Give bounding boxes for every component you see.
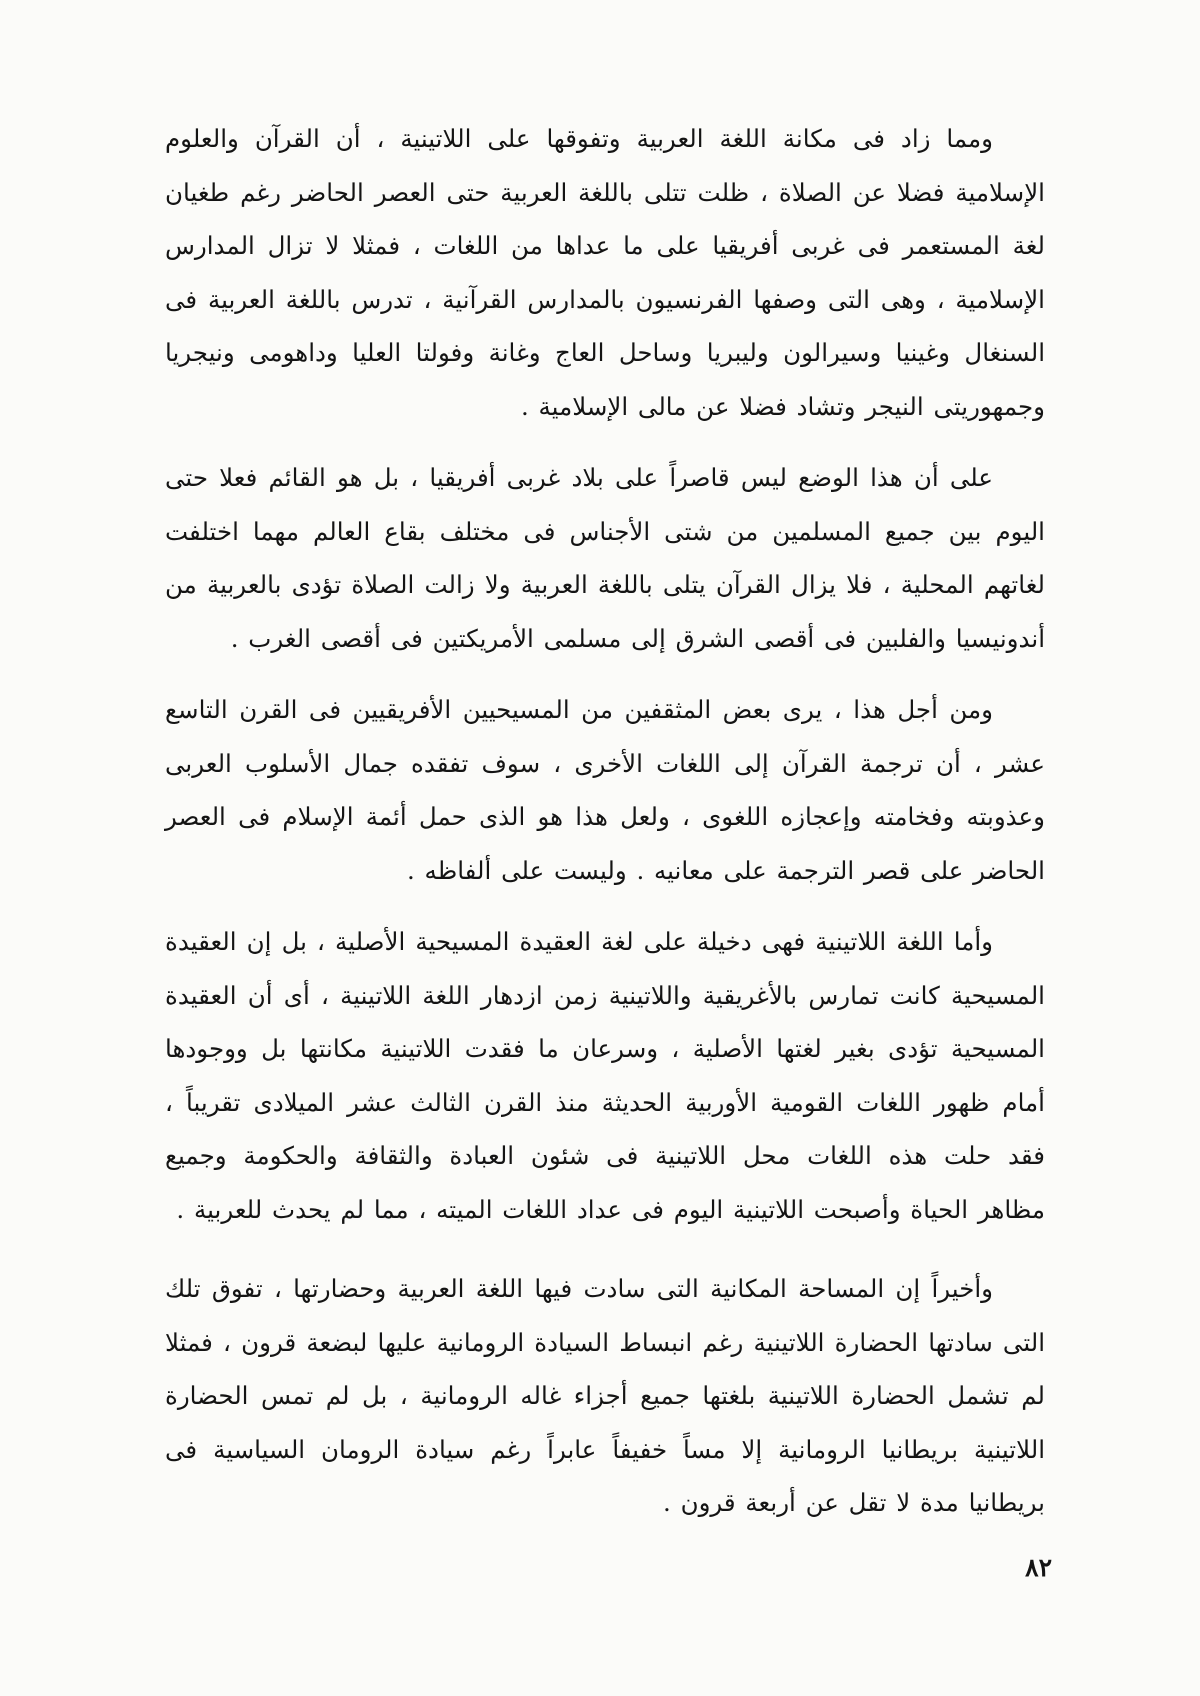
paragraph-1: ومما زاد فى مكانة اللغة العربية وتفوقها على اللاتينية ، أن القرآن والعلوم الإسلامية فضلا عن الصلاة ، ظلت تتلى باللغة العربية حتى العصر الحاضر رغم طغيان لغة المستعمر فى غربى أفريقيا على ما عداها من اللغات ، فمثلا لا تزال المدارس الإسلامية ، وهى التى وصفها الفرنسيون بالمدارس القرآنية ، تدرس باللغة العربية فى السنغال وغينيا وسيرالون وليبريا وساحل العاج وغانة وفولتا العليا وداهومى ونيجريا وجمهوريتى النيجر وتشاد فضلا عن مالى الإسلامية .: [165, 124, 1045, 421]
page-number: ٨٢: [1025, 1553, 1052, 1582]
paragraph-5: وأخيراً إن المساحة المكانية التى سادت فيها اللغة العربية وحضارتها ، تفوق تلك التى سادتها الحضارة اللاتينية رغم انبساط السيادة الرومانية عليها لبضعة قرون ، فمثلا لم تشمل الحضارة اللاتينية بلغتها جميع أجزاء غاله الرومانية ، بل لم تمس الحضارة اللاتينية بريطانيا الرومانية إلا مساً خفيفاً عابراً رغم سيادة الرومان السياسية فى بريطانيا مدة لا تقل عن أربعة قرون .: [165, 1274, 1045, 1517]
paragraph-4: وأما اللغة اللاتينية فهى دخيلة على لغة العقيدة المسيحية الأصلية ، بل إن العقيدة المسيحية كانت تمارس بالأغريقية واللاتينية زمن ازدهار اللغة اللاتينية ، أى أن العقيدة المسيحية تؤدى بغير لغتها الأصلية ، وسرعان ما فقدت اللاتينية مكانتها بل ووجودها أمام ظهور اللغات القومية الأوربية الحديثة منذ القرن الثالث عشر الميلادى تقريباً ، فقد حلت هذه اللغات محل اللاتينية فى شئون العبادة والثقافة والحكومة وجميع مظاهر الحياة وأصبحت اللاتينية اليوم فى عداد اللغات الميته ، مما لم يحدث للعربية .: [165, 927, 1045, 1224]
paragraph-3: ومن أجل هذا ، يرى بعض المثقفين من المسيحيين الأفريقيين فى القرن التاسع عشر ، أن ترجمة القرآن إلى اللغات الأخرى ، سوف تفقده جمال الأسلوب العربى وعذوبته وفخامته وإعجازه اللغوى ، ولعل هذا هو الذى حمل أئمة الإسلام فى العصر الحاضر على قصر الترجمة على معانيه . وليست على ألفاظه .: [165, 695, 1045, 885]
body-text: [165, 112, 1045, 1548]
paragraph-2: على أن هذا الوضع ليس قاصراً على بلاد غربى أفريقيا ، بل هو القائم فعلا حتى اليوم بين جميع المسلمين من شتى الأجناس فى مختلف بقاع العالم مهما اختلفت لغاتهم المحلية ، فلا يزال القرآن يتلى باللغة العربية ولا زالت الصلاة تؤدى بالعربية من أندونيسيا والفلبين فى أقصى الشرق إلى مسلمى الأمريكتين فى أقصى الغرب .: [165, 463, 1045, 653]
